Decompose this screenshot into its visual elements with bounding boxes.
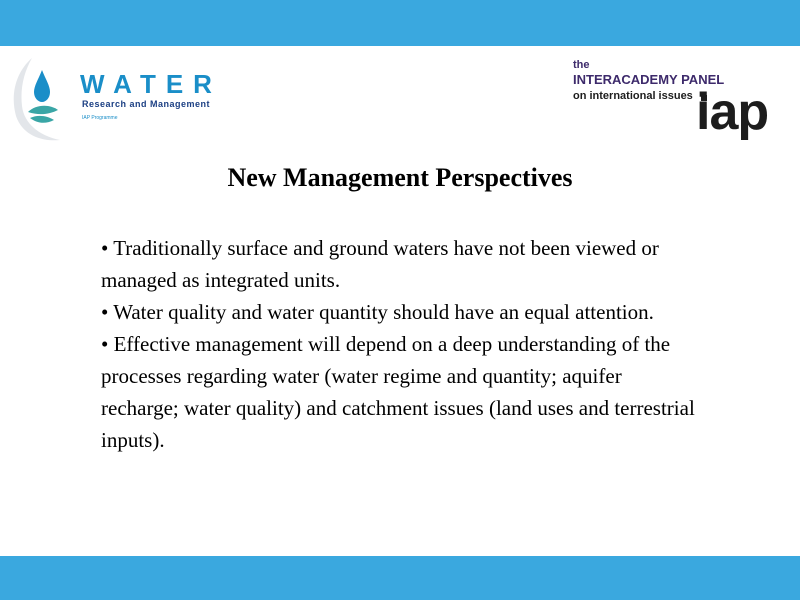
water-logo-word: WATER <box>80 69 222 99</box>
bullet-item: • Effective management will depend on a deep understanding of the processes regarding water (water regime and quantity; aquifer recharge; water quality) and catchment issues (land uses and terrestrial inputs). <box>101 332 695 452</box>
iap-logo-tagline: on international issues <box>573 90 693 102</box>
slide-title: New Management Perspectives <box>227 163 573 192</box>
slide-bullets <box>101 232 701 456</box>
water-logo <box>10 54 222 144</box>
iap-logo-the: the <box>573 59 590 71</box>
water-logo-subtitle: Research and Management <box>82 99 211 109</box>
iap-logo-mark: iap <box>696 83 769 141</box>
iap-logo-name: INTERACADEMY PANEL <box>573 72 725 87</box>
bottom-banner <box>0 556 800 600</box>
water-drop-icon <box>10 54 80 144</box>
top-banner <box>0 0 800 46</box>
bullet-item: • Traditionally surface and ground waters have not been viewed or managed as integrated units. <box>101 236 659 292</box>
water-logo-programme: IAP Programme <box>82 115 118 121</box>
bullet-item: • Water quality and water quantity should have an equal attention. <box>101 300 654 324</box>
iap-logo <box>572 56 782 146</box>
